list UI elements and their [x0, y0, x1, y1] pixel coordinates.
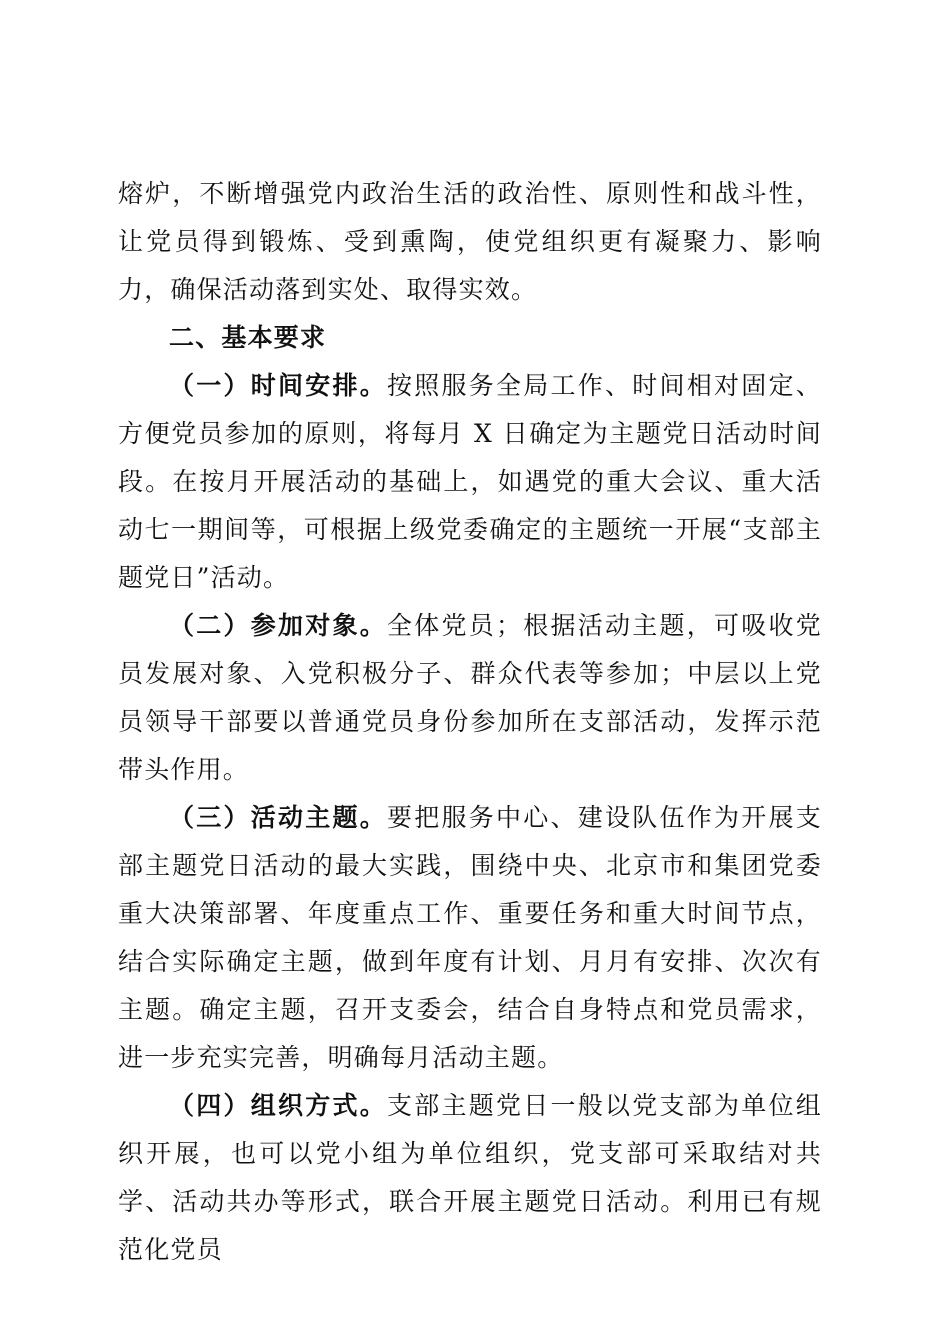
paragraph-text: 按照服务全局工作、时间相对固定、方便党员参加的原则，将每月 X 日确定为主题党日活动时间段。在按月开展活动的基础上，如遇党的重大会议、重大活动七一期间等，可根据上级党委确定的主题统一开展“支部主题党日”活动。: [118, 371, 822, 592]
paragraph-lead: （三）活动主题。: [169, 803, 388, 832]
intro-paragraph: 熔炉，不断增强党内政治生活的政治性、原则性和战斗性，让党员得到锻炼、受到熏陶，使党组织更有凝聚力、影响力，确保活动落到实处、取得实效。: [118, 179, 822, 304]
paragraph-text: 全体党员；根据活动主题，可吸收党员发展对象、入党积极分子、群众代表等参加；中层以上党员领导干部要以普通党员身份参加所在支部活动，发挥示范带头作用。: [118, 611, 822, 784]
paragraph-participants: [118, 602, 822, 794]
paragraph-activity-theme: [118, 794, 822, 1082]
paragraph-organization-method: [118, 1082, 822, 1274]
paragraph-text: 要把服务中心、建设队伍作为开展支部主题党日活动的最大实践，围绕中央、北京市和集团党委重大决策部署、年度重点工作、重要任务和重大时间节点，结合实际确定主题，做到年度有计划、月月有安排、次次有主题。确定主题，召开支委会，结合自身特点和党员需求，进一步充实完善，明确每月活动主题。: [118, 803, 822, 1072]
section-heading: 二、基本要求: [169, 323, 327, 352]
paragraph-lead: （一）时间安排。: [169, 371, 388, 400]
paragraph-time-arrangement: [118, 362, 822, 602]
document-body: [118, 170, 822, 1274]
paragraph-lead: （二）参加对象。: [169, 611, 388, 640]
paragraph-lead: （四）组织方式。: [169, 1091, 388, 1120]
paragraph-text: 支部主题党日一般以党支部为单位组织开展，也可以党小组为单位组织，党支部可采取结对共学、活动共办等形式，联合开展主题党日活动。利用已有规范化党员: [118, 1091, 822, 1264]
